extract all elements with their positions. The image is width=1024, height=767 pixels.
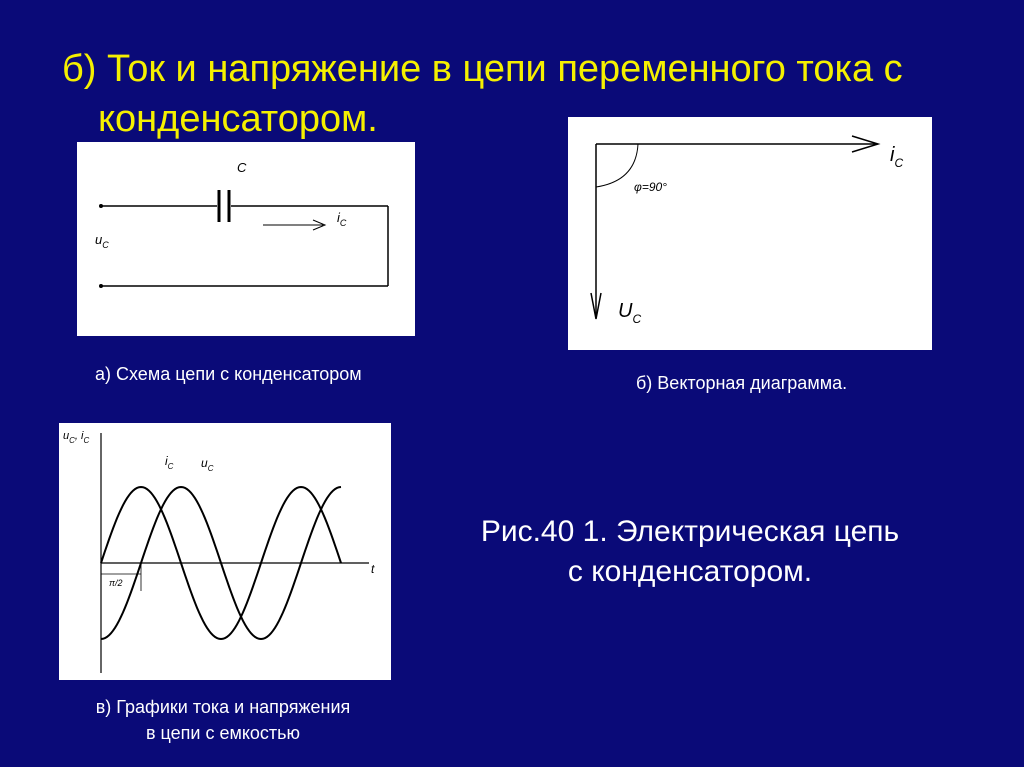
vector-voltage-label xyxy=(618,300,641,326)
vector-caption: б) Векторная диаграмма. xyxy=(636,373,848,393)
vector-current-sub: C xyxy=(894,156,904,170)
vector-voltage-main: U xyxy=(618,300,633,322)
waveform-caption xyxy=(53,694,393,746)
terminal-bottom xyxy=(99,284,103,288)
title-line-2: конденсатором. xyxy=(98,98,378,140)
vector-voltage-sub: C xyxy=(632,312,642,326)
current-label xyxy=(337,210,347,228)
circuit-diagram xyxy=(77,142,415,336)
phase-label: π/2 xyxy=(109,578,123,588)
y-axis-label xyxy=(63,430,89,445)
angle-label: φ=90° xyxy=(634,180,667,194)
figure-caption xyxy=(430,512,950,592)
waveform-graph xyxy=(59,423,391,680)
wave-voltage-label xyxy=(201,456,214,473)
x-axis-label: t xyxy=(371,562,375,576)
circuit-caption: а) Схема цепи с конденсатором xyxy=(95,364,362,384)
wave-current-label xyxy=(165,454,174,471)
wave-voltage-main: u xyxy=(201,456,208,470)
y-axis-u: u xyxy=(63,430,70,442)
vector-panel xyxy=(568,117,932,350)
y-axis-sub1: C xyxy=(69,436,75,445)
terminal-top xyxy=(99,204,103,208)
vector-current-main: i xyxy=(890,144,895,166)
figure-caption-line-1: Рис.40 1. Электрическая цепь xyxy=(480,515,900,548)
title-line-1: б) Ток и напряжение в цепи переменного тока с xyxy=(62,48,903,90)
voltage-label-main: u xyxy=(95,232,103,247)
angle-arc xyxy=(596,144,638,187)
waveform-panel xyxy=(59,423,391,680)
wave-current-sub: C xyxy=(167,462,174,471)
vector-current-label xyxy=(890,144,903,170)
voltage-label-sub: C xyxy=(102,240,109,250)
wave-voltage-sub: C xyxy=(207,464,214,473)
voltage-label xyxy=(95,232,109,250)
wave-current-main: i xyxy=(165,454,168,468)
y-axis-sub2: C xyxy=(83,436,90,445)
circuit-panel xyxy=(77,142,415,336)
y-axis-mid: , i xyxy=(74,430,84,442)
current-label-main: i xyxy=(337,210,340,225)
figure-caption-line-2: с конденсатором. xyxy=(567,555,813,588)
waveform-caption-line-2: в цепи с емкостью xyxy=(145,723,301,743)
current-label-sub: C xyxy=(339,218,347,228)
waveform-caption-line-1: в) Графики тока и напряжения xyxy=(95,697,351,717)
vector-diagram xyxy=(568,117,932,350)
capacitor-label: C xyxy=(237,160,247,175)
